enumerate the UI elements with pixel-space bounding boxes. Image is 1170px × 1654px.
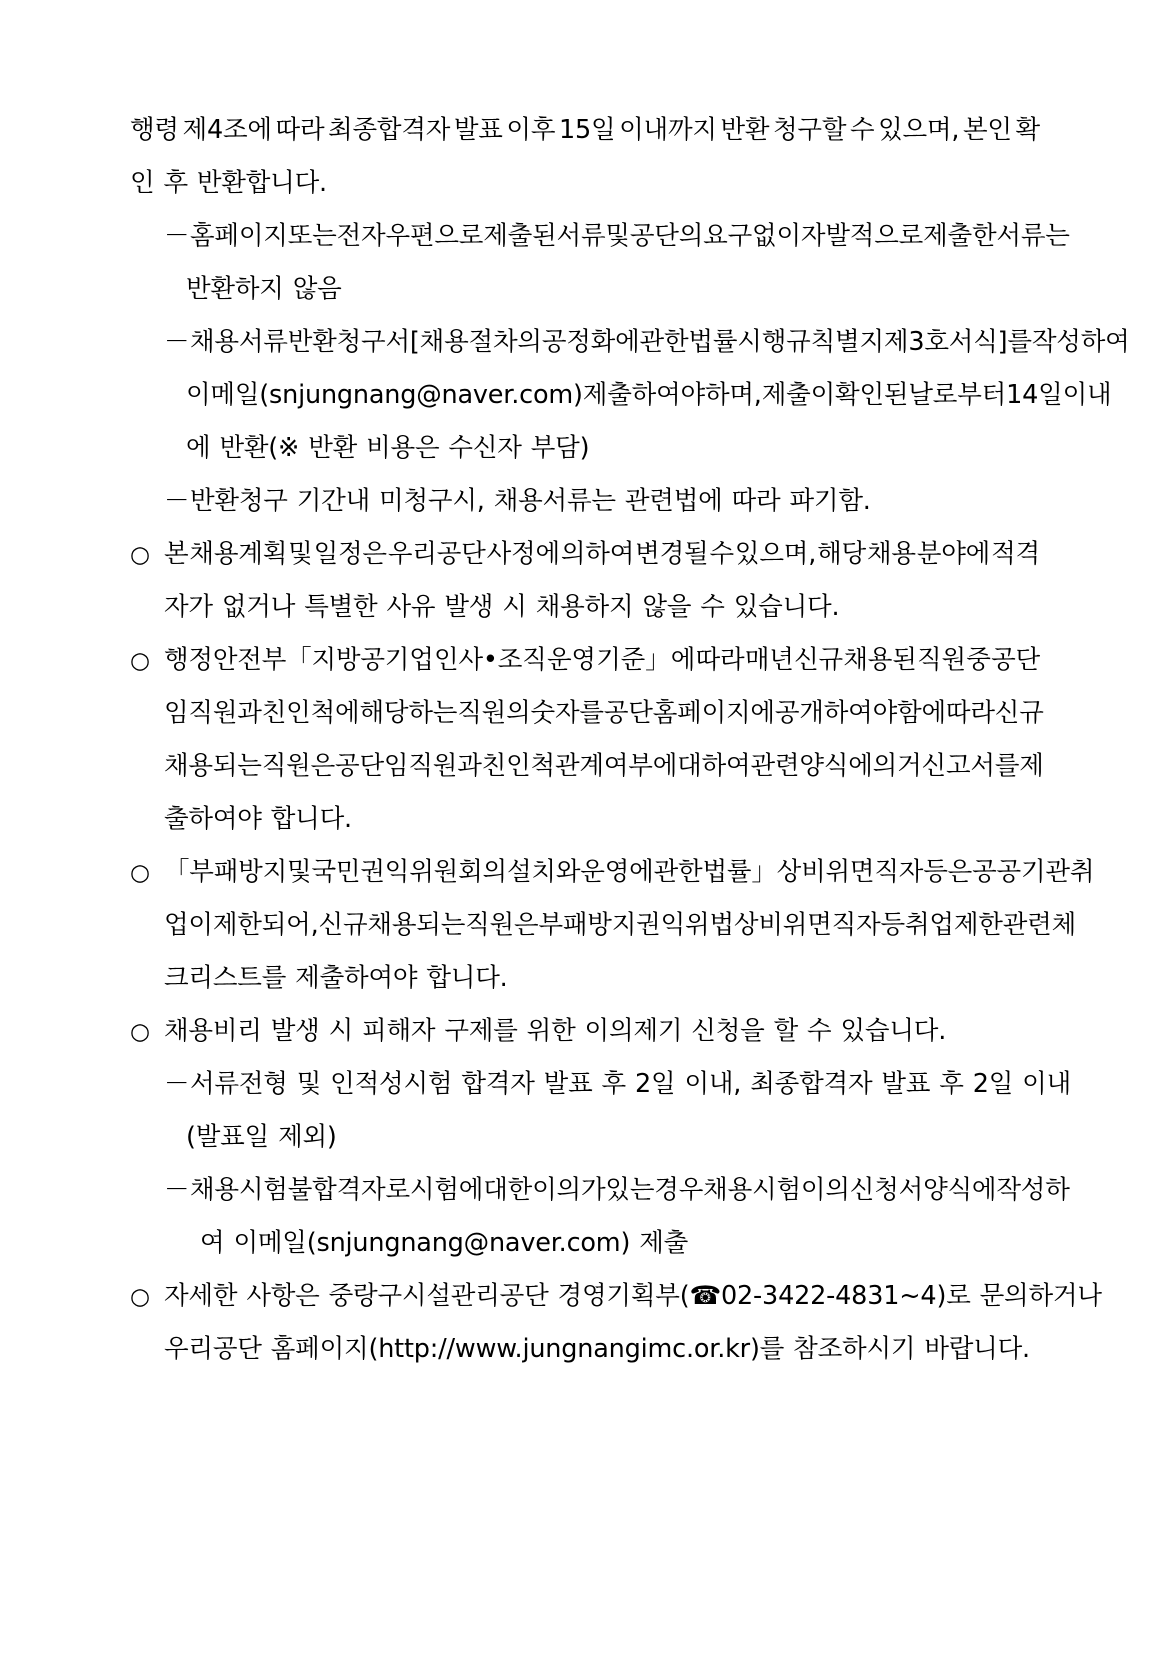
text-line (130, 740, 1044, 793)
word: 있습니다. (733, 592, 840, 622)
word: 운영에 (580, 857, 654, 887)
dash-bullet-icon: － (164, 1175, 190, 1205)
word: 있으며, (734, 539, 817, 569)
word: 이의신청서 (800, 1175, 924, 1205)
text-line (130, 263, 1040, 316)
word: 및 (605, 221, 630, 251)
word: 인사•조직 (434, 645, 547, 675)
word: 신규 (994, 698, 1044, 728)
word: 여 (200, 1228, 225, 1258)
word: 출하여야 (164, 804, 262, 834)
word: 관련 (1002, 910, 1052, 940)
text-line (130, 634, 1040, 687)
word: 제출하여야 (295, 963, 418, 993)
word: 양식에 (923, 1175, 997, 1205)
word: 합니다. (426, 963, 508, 993)
text-line (130, 475, 1040, 528)
text-line (130, 369, 1112, 422)
text-line (130, 952, 1040, 1005)
circle-bullet-icon: ○ (130, 860, 150, 886)
word: 있는 (605, 1175, 655, 1205)
word: 기준」 (596, 645, 671, 675)
text-line (130, 104, 1040, 157)
word: 우리공단 (164, 1334, 262, 1364)
paragraph-dash-item (130, 210, 1070, 316)
word: 비위면직자등 (758, 910, 905, 940)
word: 사정에 (486, 539, 560, 569)
word: 채용서류는 (493, 486, 616, 516)
word: 홈페이지(http://www.jungnangimc.or.kr)를 (270, 1334, 785, 1364)
line-run (186, 369, 1111, 422)
word: 비용은 (366, 433, 440, 463)
word: 합니다. (270, 804, 352, 834)
word: 제출이 (761, 380, 836, 410)
word: 업이 (164, 910, 213, 940)
line-run (164, 740, 1044, 793)
word: 관한 (653, 857, 703, 887)
line-run (164, 528, 1040, 581)
paragraph-continuation-paragraph (130, 104, 1040, 210)
word: 인 (130, 168, 155, 198)
word: 관한 (639, 327, 689, 357)
word: 시험에 (409, 1175, 484, 1205)
word: 홈페이지에 (652, 698, 775, 728)
word: 따라 (695, 645, 745, 675)
word: 법률」상 (702, 857, 802, 887)
circle-bullet-icon: ○ (130, 1284, 150, 1310)
word: 채용되는 (367, 910, 466, 940)
line-run (164, 1270, 1102, 1323)
text-line (130, 581, 1040, 634)
document-body (130, 104, 1130, 1376)
word: 채용하지 (535, 592, 634, 622)
word: 합격자 (461, 1069, 535, 1099)
paragraph-circle-item (130, 1270, 1102, 1376)
line-run (186, 1111, 1040, 1164)
text-line (130, 1164, 1070, 1217)
word: 채용비리 (164, 1016, 262, 1046)
word: 파기함. (789, 486, 871, 516)
line-run (164, 581, 1040, 634)
word: 본 (164, 539, 189, 569)
word: 반환(※ (219, 433, 300, 463)
paragraph-dash-item (130, 1058, 1072, 1164)
word: 사유 (386, 592, 436, 622)
word: 이내까지 (619, 115, 717, 145)
word: 인적성시험 (330, 1069, 453, 1099)
word: 피해자 (362, 1016, 436, 1046)
line-run (130, 104, 1040, 157)
word: 이내 (1062, 380, 1112, 410)
line-run (186, 422, 1040, 475)
word: 공정화에 (541, 327, 640, 357)
dash-bullet-icon: － (164, 221, 190, 251)
word: 분야에 (916, 539, 991, 569)
word: 작성하 (996, 1175, 1070, 1205)
text-line (130, 422, 1040, 475)
line-run (164, 952, 1040, 1005)
word: 없거나 (221, 592, 296, 622)
word: (발표일 (186, 1122, 270, 1152)
word: 이의가 (532, 1175, 606, 1205)
word: 공단 (335, 751, 384, 781)
word: 직원의 (457, 698, 531, 728)
word: 공단의 (629, 221, 704, 251)
word: 해당하는 (359, 698, 458, 728)
word: 구제를 (444, 1016, 518, 1046)
word: 친인척에 (261, 698, 360, 728)
word: 채용되는 (164, 751, 262, 781)
word: 있으며, (878, 115, 960, 145)
word: 채용 (866, 539, 916, 569)
dash-bullet-icon: － (164, 486, 190, 516)
word: 반환합니다. (196, 168, 327, 198)
word: 체 (1051, 910, 1076, 940)
word: 특별한 (304, 592, 378, 622)
word: 부패방지권익위법상 (538, 910, 759, 940)
word: 채용계획 (189, 539, 288, 569)
word: 직원 (917, 645, 966, 675)
word: 자가 (164, 592, 213, 622)
word: 기간내 (296, 486, 371, 516)
word: 「부패방지 (164, 857, 288, 887)
text-line (130, 210, 1070, 263)
text-line (130, 846, 1095, 899)
word: 제출한 (923, 221, 997, 251)
word: 발표 (453, 115, 503, 145)
paragraph-circle-item (130, 1005, 1040, 1058)
circle-bullet-icon: ○ (130, 542, 150, 568)
word: 경우 (654, 1175, 704, 1205)
word: 적격 (991, 539, 1040, 569)
dash-bullet-icon: － (164, 1069, 190, 1099)
word: 않을 (642, 592, 692, 622)
word: 관련법에 (624, 486, 723, 516)
word: 부담) (530, 433, 590, 463)
word: 신청을 (691, 1016, 765, 1046)
word: 않음 (292, 274, 342, 304)
word: 전자우편으로 (336, 221, 484, 251)
word: 의하여 (560, 539, 635, 569)
word: 이메일(snjungnang@naver.com) (186, 380, 583, 410)
word: 매년 (744, 645, 794, 675)
word: 최종합격자 (328, 115, 451, 145)
word: 중랑구시설관리공단 (328, 1281, 549, 1311)
word: 청구할 (773, 115, 847, 145)
line-run (164, 846, 1094, 899)
word: 이내, (684, 1069, 742, 1099)
line-run (164, 634, 1040, 687)
word: 공공기관 (972, 857, 1070, 887)
word: 국민권익위원회의 (311, 857, 507, 887)
word: 없이 (752, 221, 801, 251)
paragraph-circle-item (130, 634, 1044, 846)
word: 대하여 (677, 751, 751, 781)
word: 이후 (506, 115, 556, 145)
word: 의거 (872, 751, 922, 781)
word: 제외) (278, 1122, 337, 1152)
word: 제4조에 (182, 115, 272, 145)
word: 확 (1015, 115, 1040, 145)
text-line (130, 157, 1040, 210)
circle-bullet-icon: ○ (130, 1019, 150, 1045)
word: 우리공단 (387, 539, 486, 569)
paragraph-dash-item (130, 316, 1130, 475)
word: 중 (966, 645, 991, 675)
word: 및 (288, 539, 313, 569)
paragraph-circle-item (130, 528, 1040, 634)
word: 에 (186, 433, 211, 463)
word: 채용서류반환청구서[채용절차의 (190, 327, 542, 357)
word: 시 (502, 592, 527, 622)
word: 경영기획부(☎02-3422-4831~4)로 (557, 1281, 971, 1311)
text-line (130, 1323, 1040, 1376)
paragraph-dash-item (130, 475, 1040, 528)
word: 신규 (318, 910, 368, 940)
word: 비위면직자 (801, 857, 924, 887)
word: 법률 (688, 327, 738, 357)
word: 요구 (703, 221, 753, 251)
line-run (164, 793, 1040, 846)
word: 불합격자로 (287, 1175, 410, 1205)
paragraph-dash-item (130, 1164, 1070, 1270)
text-line (130, 899, 1076, 952)
word: 공개하여야 (774, 698, 898, 728)
word: 반환청구 (190, 486, 288, 516)
word: 등은 (923, 857, 973, 887)
word: 일정은 (313, 539, 387, 569)
text-line (130, 1217, 1040, 1270)
word: 이내 (1022, 1069, 1072, 1099)
word: 제출하여야 (582, 380, 705, 410)
line-run (164, 687, 1044, 740)
text-line (130, 687, 1044, 740)
text-line (130, 1270, 1102, 1323)
word: 및 (287, 857, 312, 887)
word: 자세한 (164, 1281, 238, 1311)
word: 따라 (731, 486, 781, 516)
word: 서류는 (996, 221, 1070, 251)
word: 따라 (945, 698, 995, 728)
word: 서류 (556, 221, 606, 251)
word: 이의제기 (584, 1016, 683, 1046)
word: 에 (670, 645, 696, 675)
word: 운영 (546, 645, 596, 675)
text-line (130, 793, 1040, 846)
word: 별지제3호서식]를 (835, 327, 1032, 357)
word: 확인된 (835, 380, 909, 410)
word: 제출 (639, 1228, 689, 1258)
word: 후 (163, 168, 188, 198)
word: 수 (700, 592, 725, 622)
line-run (200, 1217, 1040, 1270)
line-run (164, 899, 1076, 952)
word: 채용시험 (190, 1175, 288, 1205)
word: 제한되어, (212, 910, 319, 940)
word: 발표 (881, 1069, 931, 1099)
word: 해당 (817, 539, 866, 569)
word: 자발적으로 (800, 221, 924, 251)
line-run (186, 263, 1040, 316)
line-run (164, 1323, 1040, 1376)
dash-bullet-icon: － (164, 327, 190, 357)
word: 시행규칙 (737, 327, 836, 357)
line-run (190, 1164, 1070, 1217)
word: 직원은 (465, 910, 539, 940)
word: 작성하여 (1031, 327, 1130, 357)
word: 또는 (287, 221, 337, 251)
word: 사항은 (246, 1281, 320, 1311)
word: 최종합격자 (750, 1069, 873, 1099)
word: 신고서를 (921, 751, 1020, 781)
word: 참조하시기 (793, 1334, 916, 1364)
word: 행정안전부「지방공기업 (164, 645, 434, 675)
word: 수 (807, 1016, 832, 1046)
word: 홈페이지 (190, 221, 288, 251)
word: 문의하거나 (979, 1281, 1102, 1311)
word: 14일 (1006, 380, 1063, 410)
word: 후 (601, 1069, 626, 1099)
text-line (130, 316, 1130, 369)
line-run (190, 1058, 1071, 1111)
word: 함에 (897, 698, 946, 728)
word: 2일 (634, 1069, 676, 1099)
word: 본인 (962, 115, 1012, 145)
word: 수 (709, 539, 734, 569)
text-line (130, 528, 1040, 581)
word: 숫자를 (530, 698, 604, 728)
line-run (190, 316, 1130, 369)
word: 하며, (704, 380, 762, 410)
line-run (164, 1005, 1040, 1058)
word: 시 (328, 1016, 354, 1046)
word: 수 (849, 115, 875, 145)
word: 미청구시, (379, 486, 485, 516)
word: 관계 (554, 751, 604, 781)
line-run (190, 475, 1040, 528)
word: 15일 (558, 115, 616, 145)
word: 관련양식에 (750, 751, 873, 781)
word: 행령 (130, 115, 179, 145)
word: 발생 (444, 592, 494, 622)
word: 여부에 (603, 751, 678, 781)
paragraph-circle-item (130, 846, 1095, 1005)
text-line (130, 1005, 1040, 1058)
word: 할 (773, 1016, 799, 1046)
word: 이메일(snjungnang@naver.com) (233, 1228, 631, 1258)
word: 있습니다. (840, 1016, 947, 1046)
word: 반환 (720, 115, 770, 145)
word: 채용된 (843, 645, 917, 675)
word: 따라 (275, 115, 325, 145)
text-line (130, 1058, 1072, 1111)
word: 설치와 (506, 857, 581, 887)
word: 발생 (270, 1016, 320, 1046)
word: 신규 (794, 645, 843, 675)
word: 공단 (991, 645, 1040, 675)
word: 대한 (483, 1175, 533, 1205)
word: 바랍니다. (924, 1334, 1030, 1364)
word: 취 (1069, 857, 1095, 887)
circle-bullet-icon: ○ (130, 648, 150, 674)
word: 임직원과 (383, 751, 482, 781)
word: 서류전형 (190, 1069, 288, 1099)
word: 및 (296, 1069, 322, 1099)
word: 후 (939, 1069, 964, 1099)
word: 임직원과 (164, 698, 262, 728)
word: 채용시험 (703, 1175, 801, 1205)
word: 발표 (543, 1069, 593, 1099)
word: 위한 (526, 1016, 576, 1046)
word: 2일 (972, 1069, 1014, 1099)
word: 제 (1019, 751, 1044, 781)
line-run (190, 210, 1070, 263)
word: 크리스트를 (164, 963, 287, 993)
word: 공단 (603, 698, 653, 728)
word: 취업제한 (904, 910, 1003, 940)
word: 변경될 (635, 539, 709, 569)
word: 제출된 (483, 221, 557, 251)
word: 직원은 (261, 751, 336, 781)
word: 반환 (308, 433, 358, 463)
text-line (130, 1111, 1040, 1164)
word: 수신자 (448, 433, 522, 463)
word: 날로부터 (908, 380, 1007, 410)
line-run (130, 157, 1040, 210)
word: 친인척 (481, 751, 555, 781)
word: 반환하지 (186, 274, 284, 304)
